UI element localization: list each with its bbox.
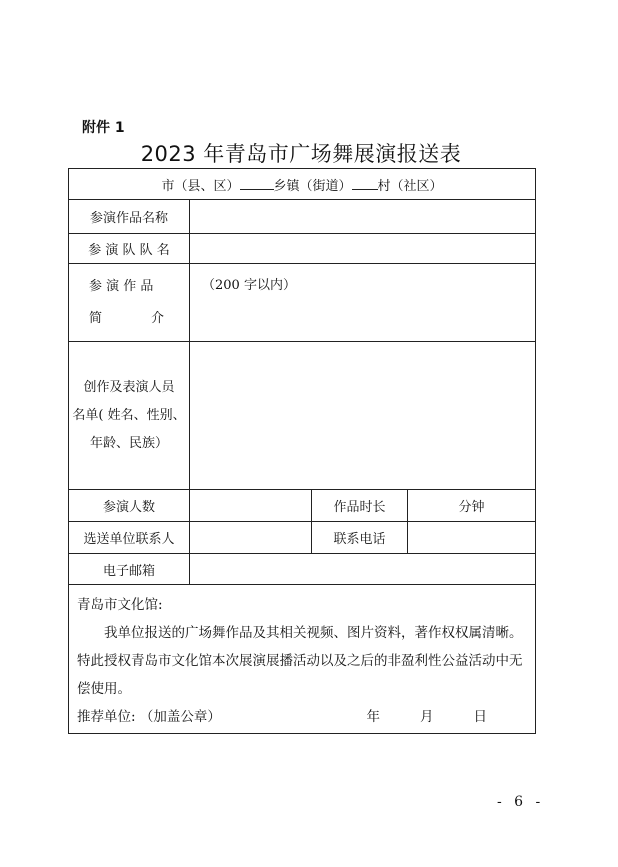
count-label: 参演人数: [69, 490, 190, 522]
contact-row: [69, 522, 536, 554]
page-number: - 6 -: [497, 794, 545, 810]
crew-label-line2: 名单( 姓名、性别、: [72, 407, 186, 423]
phone-field[interactable]: [408, 522, 536, 554]
location-row: [69, 169, 536, 200]
intro-label-line2a: 简: [89, 310, 103, 326]
team-name-field[interactable]: [190, 234, 536, 264]
declaration-addressee: 青岛市文化馆:: [77, 597, 163, 613]
crew-field[interactable]: [190, 342, 536, 490]
work-name-field[interactable]: [190, 200, 536, 234]
town-blank[interactable]: [240, 177, 274, 190]
email-label: 电子邮箱: [69, 554, 190, 585]
declaration-body: 我单位报送的广场舞作品及其相关视频、图片资料，著作权权属清晰。特此授权青岛市文化馆本次展演展播活动以及之后的非盈利性公益活动中无偿使用。: [77, 625, 523, 697]
submission-form-table: [68, 168, 536, 734]
email-row: [69, 554, 536, 585]
town-label: 乡镇（街道）: [273, 178, 352, 194]
contact-field[interactable]: [190, 522, 312, 554]
city-county-label: 市（县、区）: [161, 178, 240, 194]
day-label: 日: [473, 709, 488, 725]
contact-label: 选送单位联系人: [69, 522, 190, 554]
minutes-unit: 分钟: [458, 500, 485, 515]
duration-field[interactable]: [408, 490, 536, 522]
intro-row: [69, 264, 536, 342]
email-field[interactable]: [190, 554, 536, 585]
count-field[interactable]: [190, 490, 312, 522]
team-name-label: 参 演 队 队 名: [69, 234, 190, 264]
work-name-row: [69, 200, 536, 234]
phone-label: 联系电话: [312, 522, 408, 554]
month-label: 月: [420, 709, 434, 725]
intro-label: [69, 264, 190, 342]
crew-label: [69, 342, 190, 490]
recommender-label: 推荐单位: （加盖公章）: [77, 709, 221, 725]
work-name-label: 参演作品名称: [69, 200, 190, 234]
crew-row: [69, 342, 536, 490]
intro-field[interactable]: [190, 264, 536, 342]
intro-label-line2b: 介: [150, 310, 164, 326]
village-label: 村（社区）: [377, 178, 443, 194]
village-blank[interactable]: [352, 177, 378, 190]
crew-label-line1: 创作及表演人员: [83, 379, 175, 395]
intro-note: （200 字以内）: [202, 278, 296, 293]
intro-label-line1: 参 演 作 品: [89, 278, 154, 294]
duration-label: 作品时长: [312, 490, 408, 522]
signature-line: [77, 703, 527, 731]
count-duration-row: [69, 490, 536, 522]
declaration-row: [69, 585, 536, 734]
crew-label-line3: 年龄、民族）: [89, 435, 168, 451]
attachment-label: 附件 1: [82, 120, 125, 136]
year-label: 年: [366, 709, 381, 725]
form-title: 2023 年青岛市广场舞展演报送表: [140, 142, 462, 166]
declaration-cell: [69, 585, 536, 734]
location-cell: [69, 169, 536, 200]
team-name-row: [69, 234, 536, 264]
